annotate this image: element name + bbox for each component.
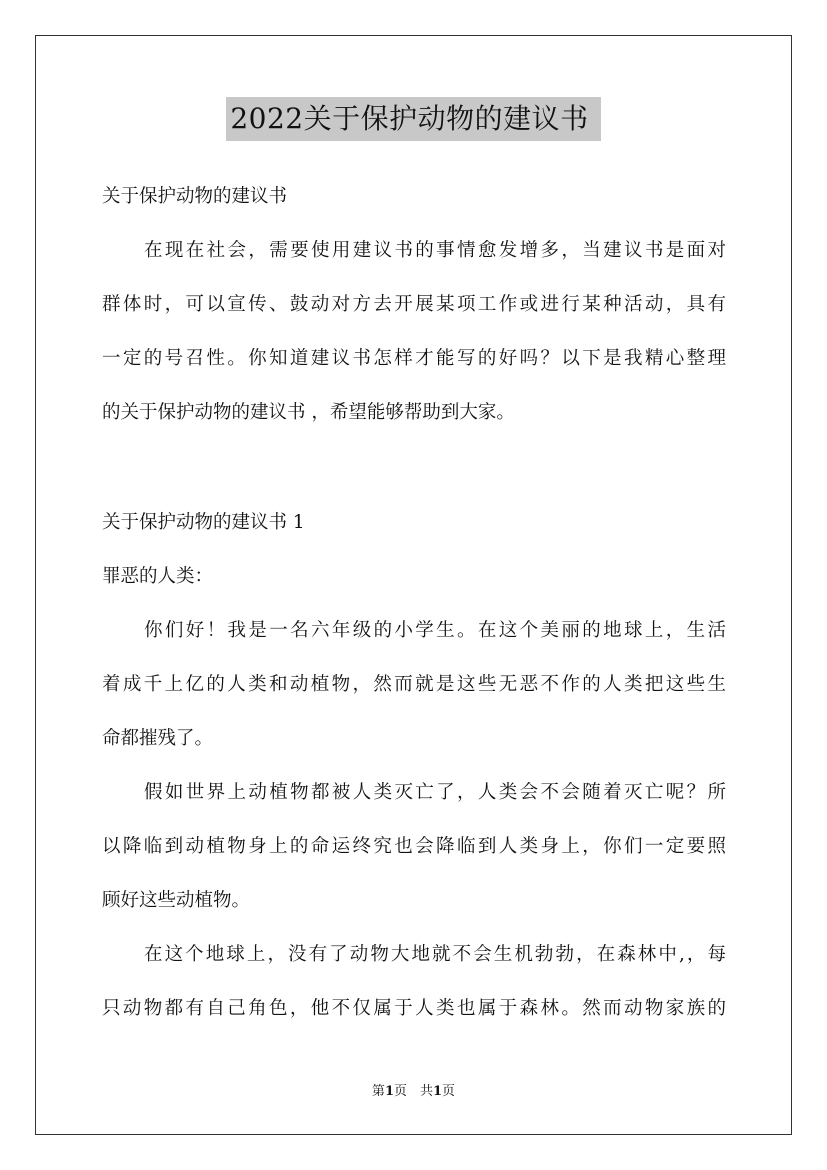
document-title: 2022关于保护动物的建议书	[226, 97, 600, 141]
paragraph-line: 只动物都有自己角色，他不仅属于人类也属于森林。然而动物家族的	[102, 998, 726, 1019]
paragraph-spacer	[102, 440, 726, 496]
paragraph-line: 命都摧残了。	[102, 728, 214, 749]
intro-line: 一定的号召性。你知道建议书怎样才能写的好吗？以下是我精心整理	[102, 348, 726, 369]
intro-line: 的关于保护动物的建议书 ，希望能够帮助到大家。	[102, 402, 515, 423]
footer-middle: 页 共	[393, 1084, 433, 1099]
footer-suffix: 页	[442, 1084, 456, 1099]
paragraph-line: 顾好这些动植物。	[102, 890, 251, 911]
intro-line: 在现在社会，需要使用建议书的事情愈发增多，当建议书是面对	[144, 240, 726, 261]
footer-page-total: 1	[433, 1084, 443, 1099]
salutation: 罪恶的人类：	[102, 566, 214, 587]
paragraph-line: 假如世界上动植物都被人类灭亡了，人类会不会随着灭亡呢？所	[144, 782, 726, 803]
intro-line: 群体时，可以宣传、鼓动对方去开展某项工作或进行某种活动，具有	[102, 294, 726, 315]
footer-page-number: 1	[384, 1084, 394, 1099]
paragraph-line: 以降临到动植物身上的命运终究也会降临到人类身上，你们一定要照	[102, 836, 726, 857]
section-heading: 关于保护动物的建议书 1	[102, 512, 305, 533]
page-footer	[0, 1082, 827, 1102]
footer-prefix: 第	[371, 1084, 385, 1099]
subtitle: 关于保护动物的建议书	[102, 186, 288, 207]
paragraph-line: 着成千上亿的人类和动植物，然而就是这些无恶不作的人类把这些生	[102, 674, 726, 695]
document-body	[102, 170, 726, 1036]
paragraph-line: 你们好！我是一名六年级的小学生。在这个美丽的地球上，生活	[144, 620, 726, 641]
title-container	[0, 97, 827, 141]
paragraph-line: 在这个地球上，没有了动物大地就不会生机勃勃，在森林中,，每	[144, 944, 726, 965]
